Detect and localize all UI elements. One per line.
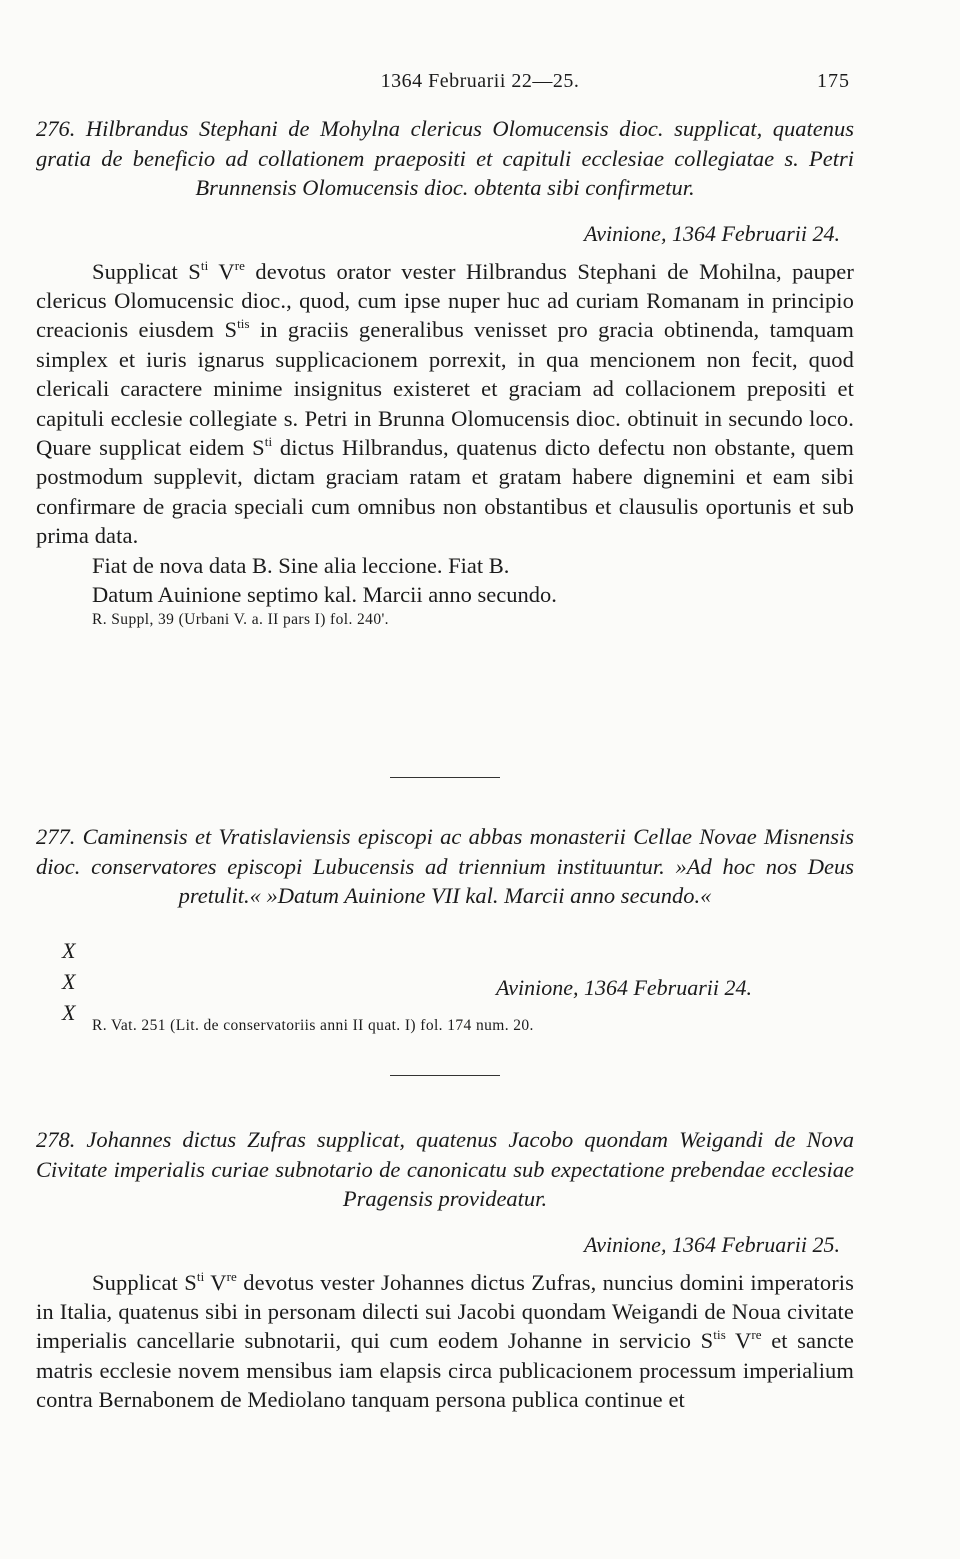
page-number: 175 [817,70,850,92]
cross-mark: X [62,1000,76,1025]
entry-278-body: Supplicat $S^{ti}$ Vre devotus vester Johannes dictus Zufras, nuncius domini imperatoris in Italia, quatenus sibi in personam dilecti sui Jacobi quondam Weigandi de Noua civitate imperialis cancellarie subnotarii, qui cum eodem Johanne in servicio $S^{tis}$ Vre et sancte matris ecclesie novem mensibus iam elapsis circa publicacionem processum imperialium contra Bernabonem de Mediolano tanquam persona publica continue et [36,1268,854,1413]
entry-277-heading: 277. Caminensis et Vratislaviensis episcopi ac abbas monasterii Cellae Novae Misnensis dioc. conservatores episcopi Lubucensis ad triennium instituuntur. »Ad hoc nos Deus pretulit.« »Datum Auinione VII kal. Marcii anno secundo.« [36,824,854,908]
entry-276-source: R. Suppl, 39 (Urbani V. a. II pars I) fol. 240'. [92,611,389,629]
entry-278-dateline: Avinione, 1364 Februarii 25. [583,1231,840,1257]
cross-mark: X [62,938,76,963]
entry-277-source: R. Vat. 251 (Lit. de conservatoriis anni II quat. I) fol. 174 num. 20. [92,1017,534,1034]
entry-276 [36,114,854,631]
cross-mark: X [62,969,76,994]
running-title: 1364 Februarii 22—25. [380,70,580,92]
entry-278-heading: 278. Johannes dictus Zufras supplicat, quatenus Jacobo quondam Weigandi de Nova Civitate imperialis curiae subnotario de canonicatu sub expectatione prebendae ecclesiae Pragensis provideatur. [36,1127,854,1211]
entry-278 [36,1125,854,1415]
running-header [0,66,960,96]
entry-276-heading: 276. Hilbrandus Stephani de Mohylna clericus Olomucensis dioc. supplicat, quatenus gratia de beneficio ad collationem praepositi et capituli ecclesiae collegiatae s. Petri Brunnensis Olomucensis dioc. obtenta sibi confirmetur. [36,116,854,200]
entry-276-datum: Datum Auinione septimo kal. Marcii anno secundo. [92,581,557,607]
entry-277-source-block [36,1015,854,1037]
entry-277 [36,822,854,911]
separator-rule [390,777,500,778]
entry-276-fiat: Fiat de nova data B. Sine alia leccione. Fiat B. [92,552,510,578]
entry-277-dateline: Avinione, 1364 Februarii 24. [496,975,753,1000]
separator-rule [390,1075,500,1076]
entry-276-body: Supplicat $S^{ti}$ Vre devotus orator vester Hilbrandus Stephani de Mohilna, pauper clericus Olomucensic dioc., quod, cum ipse nuper huc ad curiam Romanam in principio creacionis eiusdem $S^{tis}$ in graciis generalibus venisset pro gracia obtinenda, tamquam simplex et iuris ignarus supplicacionem porrexit, in qua mencionem non fecit, quod clericali caractere minime insignitus existeret et graciam ad collacionem prepositi et capituli ecclesie collegiate s. Petri in Brunna Olomucensis dioc. obtinuit in secundo loco. Quare supplicat eidem $S^{ti}$ dictus Hilbrandus, quatenus dicto defectu non obstante, quem postmodum supplevit, dictam graciam ratam et gratam habere dignemini et eam sibi confirmare de gracia speciali cum omnibus non obstantibus et clausulis oportunis et sub prima data. [36,257,854,549]
entry-276-dateline: Avinione, 1364 Februarii 24. [583,220,840,246]
